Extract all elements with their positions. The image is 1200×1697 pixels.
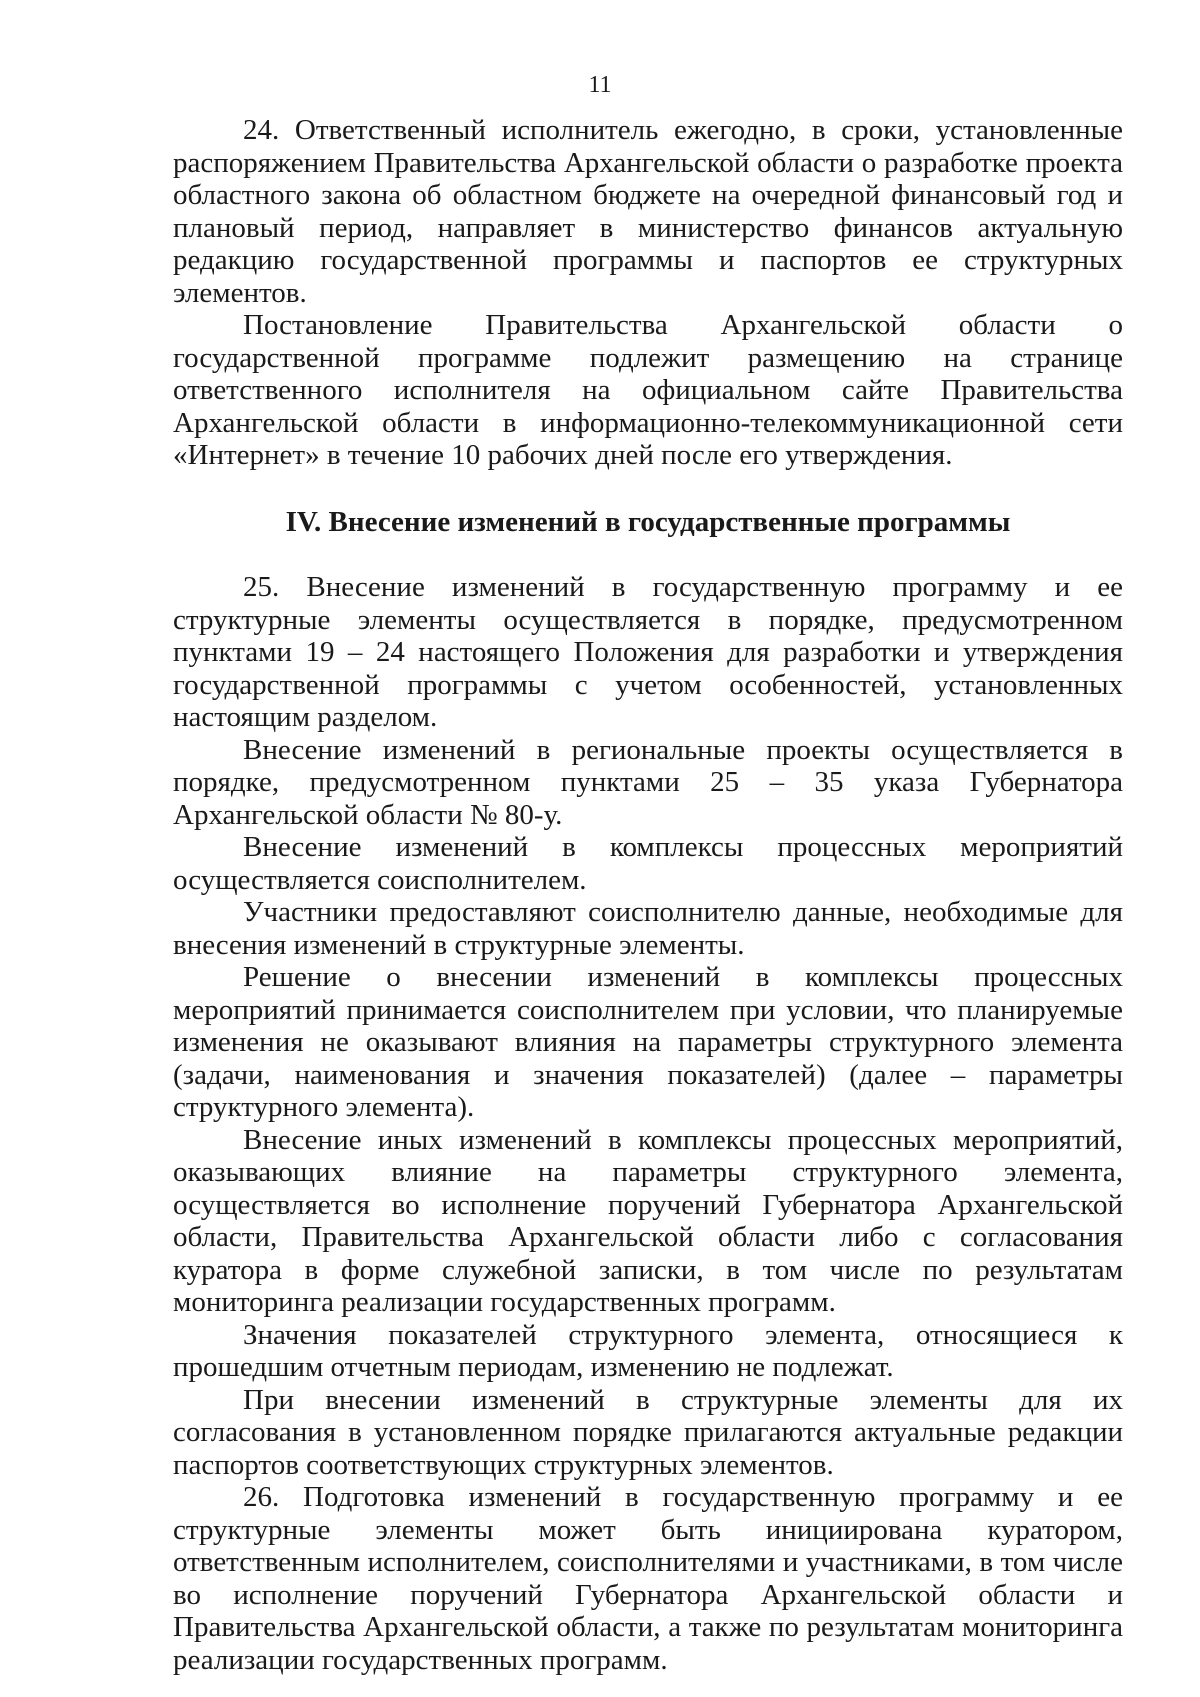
page-number: 11 [588,72,612,98]
paragraph-indicator-values: Значения показателей структурного элемента, относящиеся к прошедшим отчетным периодам, изменению не подлежат. [173,1318,1123,1383]
paragraph-regional-projects: Внесение изменений в региональные проекты осуществляется в порядке, предусмотренном пунктами 25 – 35 указа Губернатора Архангельской области № 80-у. [173,733,1123,831]
paragraph-24: 24. Ответственный исполнитель ежегодно, в сроки, установленные распоряжением Правительства Архангельской области о разработке проекта областного закона об областном бюджете на очередной финансовый год и плановый период, направляет в министерство финансов актуальную редакцию государственной программы и паспортов ее структурных элементов. [173,114,1123,309]
paragraph-decision: Решение о внесении изменений в комплексы процессных мероприятий принимается соисполнителем при условии, что планируемые изменения не оказывают влияния на параметры структурного элемента (задачи, наименования и значения показателей) (далее – параметры структурного элемента). [173,961,1123,1123]
document-body [173,114,1123,1676]
section-heading: IV. Внесение изменений в государственные программы [285,505,1011,538]
paragraph-process-complexes: Внесение изменений в комплексы процессных мероприятий осуществляется соисполнителем. [173,831,1123,896]
paragraph-other-changes: Внесение иных изменений в комплексы процессных мероприятий, оказывающих влияние на параметры структурного элемента, осуществляется во исполнение поручений Губернатора Архангельской области, Правительства Архангельской области либо с согласования куратора в форме служебной записки, в том числе по результатам мониторинга реализации государственных программ. [173,1123,1123,1318]
paragraph-26: 26. Подготовка изменений в государственную программу и ее структурные элементы может быть инициирована куратором, ответственным исполнителем, соисполнителями и участниками, в том числе во исполнение поручений Губернатора Архангельской области и Правительства Архангельской области, а также по результатам мониторинга реализации государственных программ. [173,1481,1123,1676]
paragraph-25: 25. Внесение изменений в государственную программу и ее структурные элементы осуществляется в порядке, предусмотренном пунктами 19 – 24 настоящего Положения для разработки и утверждения государственной программы с учетом особенностей, установленных настоящим разделом. [173,571,1123,733]
paragraph-publication: Постановление Правительства Архангельской области о государственной программе подлежит размещению на странице ответственного исполнителя на официальном сайте Правительства Архангельской области в информационно-телекоммуникационной сети «Интернет» в течение 10 рабочих дней после его утверждения. [173,309,1123,471]
paragraph-passports: При внесении изменений в структурные элементы для их согласования в установленном порядке прилагаются актуальные редакции паспортов соответствующих структурных элементов. [173,1383,1123,1481]
paragraph-participants: Участники предоставляют соисполнителю данные, необходимые для внесения изменений в структурные элементы. [173,896,1123,961]
